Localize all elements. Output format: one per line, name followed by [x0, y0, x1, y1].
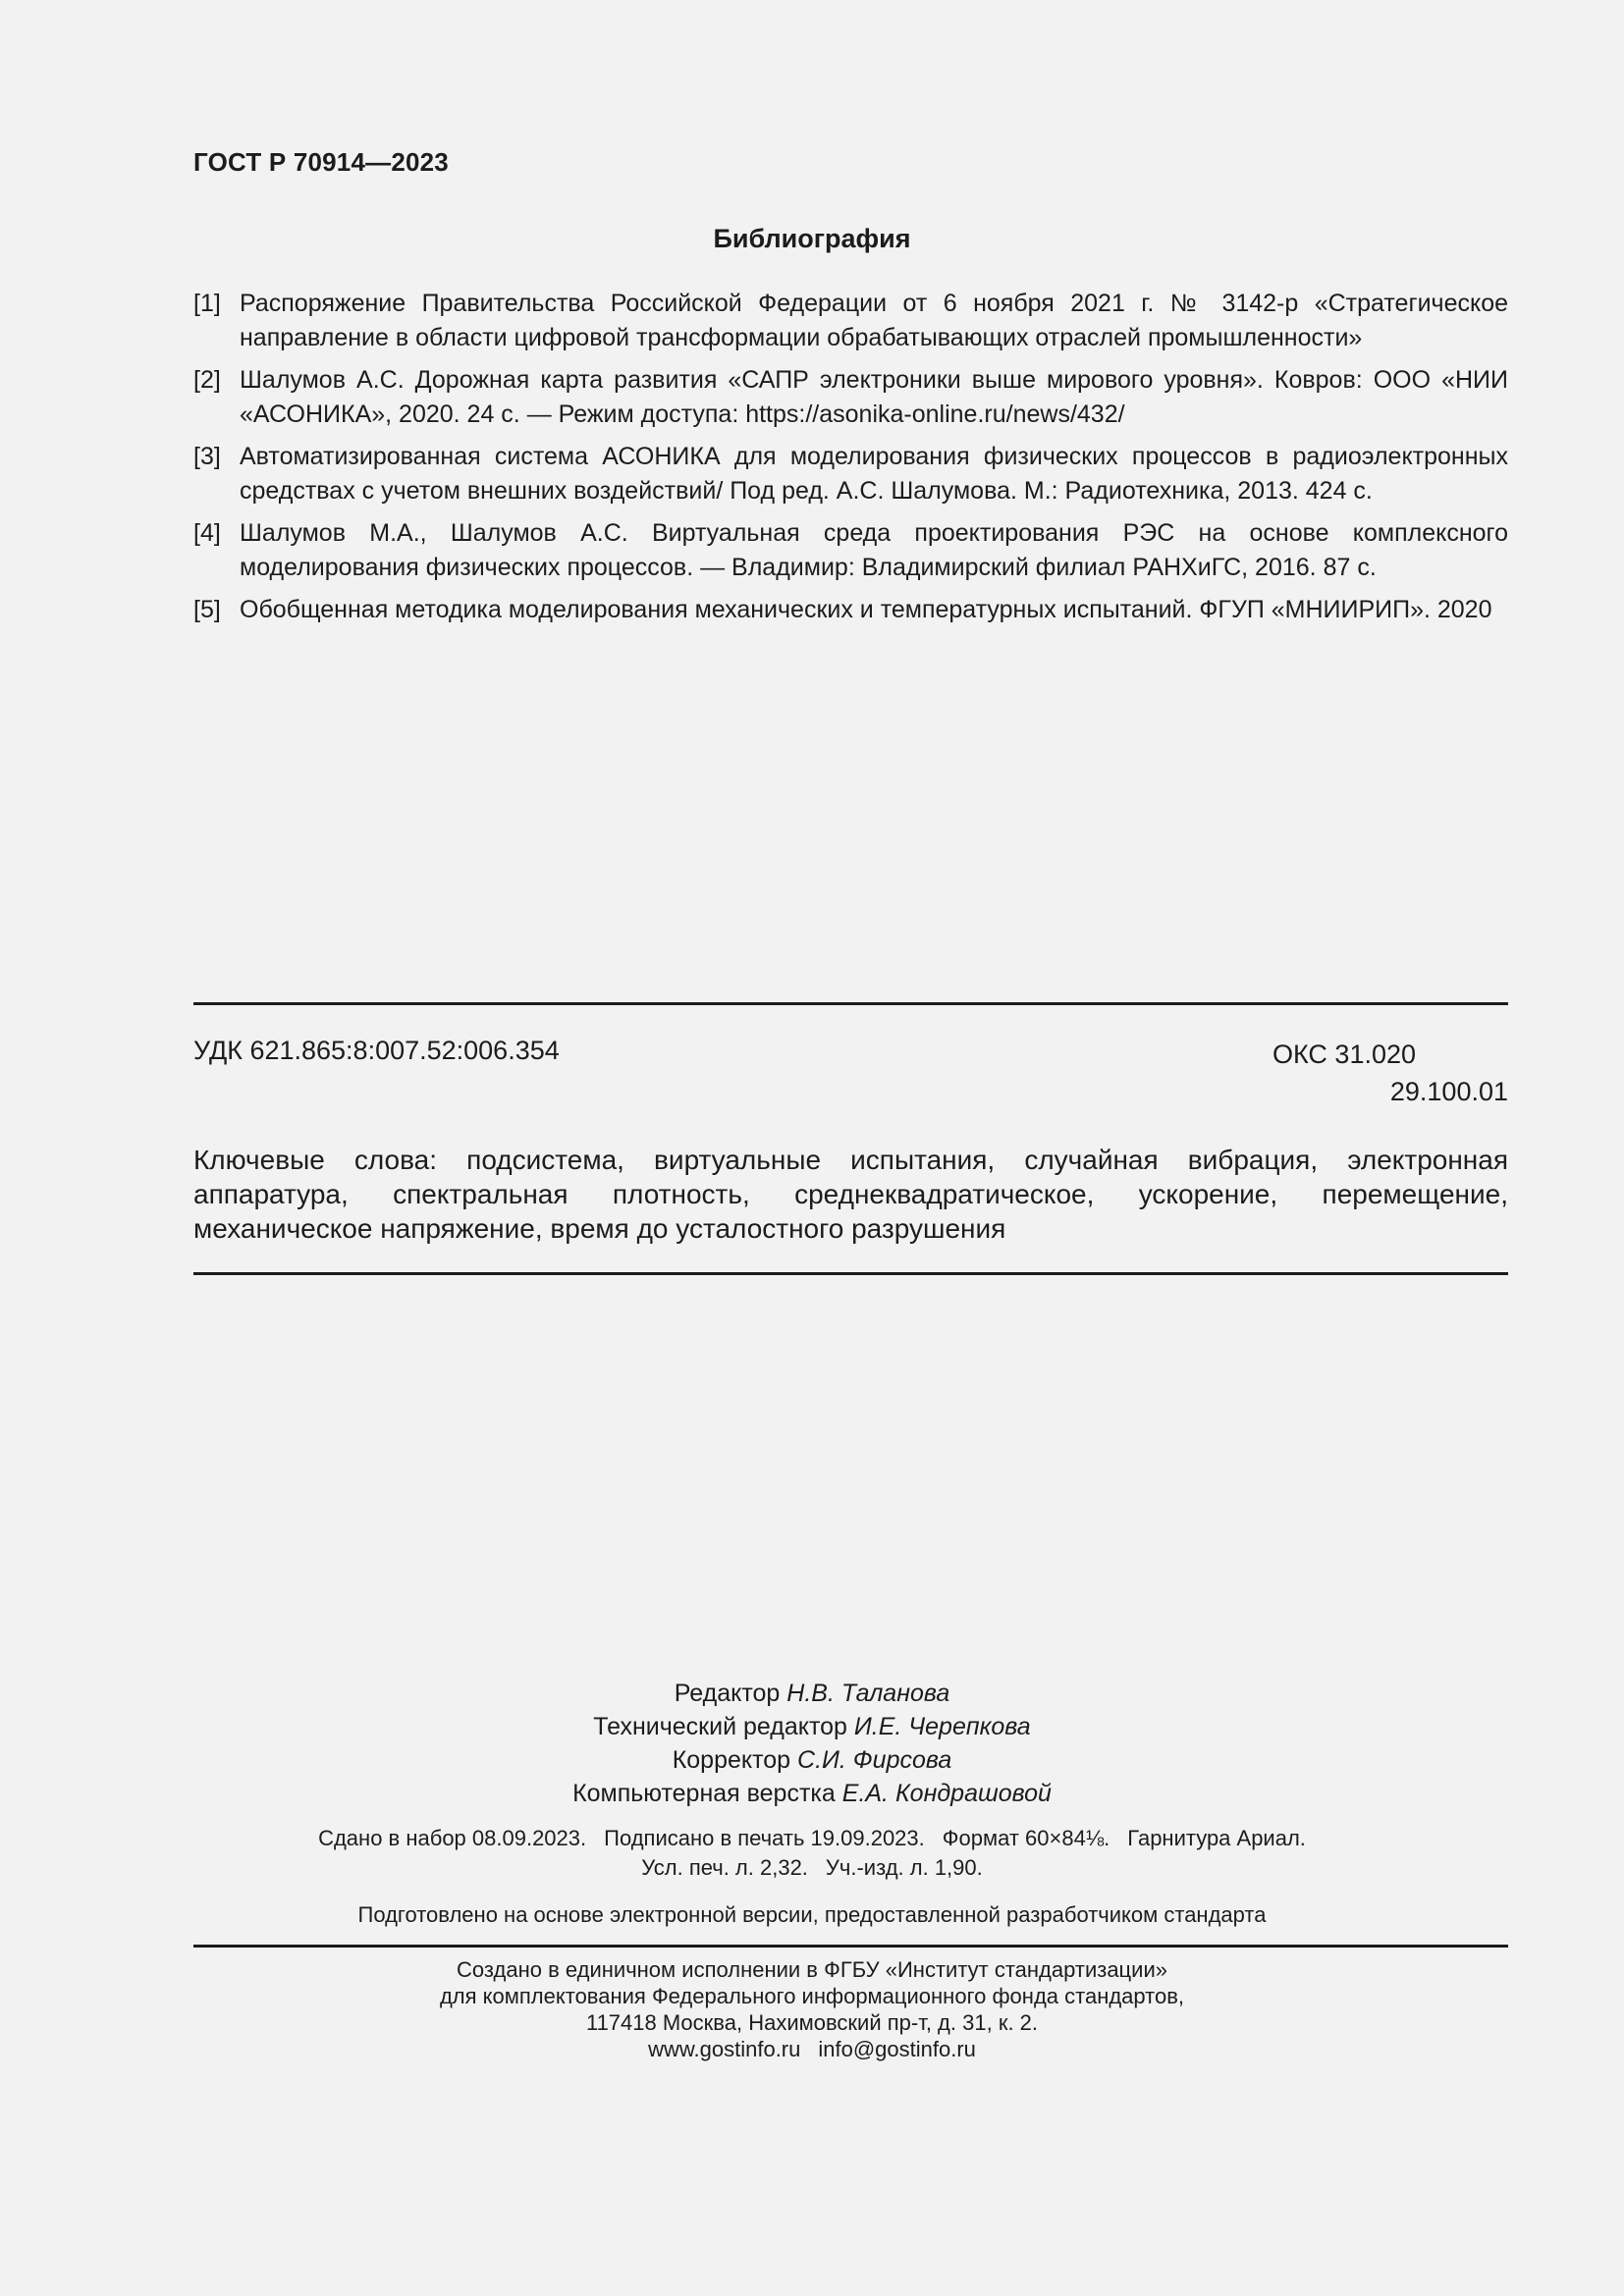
- signed-date: Подписано в печать 19.09.2023.: [604, 1826, 925, 1850]
- bibliography-item-number: [3]: [193, 443, 221, 470]
- credit-proofreader: [0, 1743, 1624, 1777]
- bibliography-item-text: Распоряжение Правительства Российской Федерации от 6 ноября 2021 г. № 3142-р «Стратегическое направление в области цифровой трансформации обрабатывающих отраслей промышленности»: [240, 290, 1508, 351]
- document-code: ГОСТ Р 70914—2023: [193, 147, 449, 177]
- print-sheets: Усл. печ. л. 2,32.: [641, 1855, 808, 1880]
- prepared-note: Подготовлено на основе электронной версии, предоставленной разработчиком стандарта: [357, 1902, 1267, 1927]
- bibliography-item: [193, 516, 1508, 585]
- udk-code: УДК 621.865:8:007.52:006.354: [193, 1036, 560, 1065]
- paper-format: Формат 60×84⅛.: [942, 1826, 1110, 1850]
- keywords: Ключевые слова: подсистема, виртуальные испытания, случайная вибрация, электронная аппаратура, спектральная плотность, среднеквадратическое, ускорение, перемещение, механическое напряжение, время до усталостного разрушения: [193, 1145, 1508, 1244]
- publisher-line: Создано в единичном исполнении в ФГБУ «Институт стандартизации»: [457, 1957, 1167, 1982]
- publisher-address: 117418 Москва, Нахимовский пр-т, д. 31, к. 2.: [585, 2010, 1039, 2035]
- divider-keywords: [193, 1272, 1508, 1275]
- oks-code-primary: ОКС 31.020: [1272, 1040, 1417, 1069]
- credit-name: Е.А. Кондрашовой: [841, 1780, 1052, 1807]
- publication-sheets: Уч.-изд. л. 1,90.: [825, 1855, 983, 1880]
- oks-codes: [1272, 1036, 1508, 1110]
- print-info-line-2: [0, 1853, 1624, 1883]
- bibliography-item-text: Обобщенная методика моделирования механических и температурных испытаний. ФГУП «МНИИРИП». 2020: [240, 596, 1492, 623]
- oks-code-secondary: 29.100.01: [1389, 1077, 1508, 1106]
- publisher-line: для комплектования Федерального информационного фонда стандартов,: [439, 1984, 1185, 2008]
- publisher-contacts: [0, 2036, 1624, 2062]
- bibliography-item-text: Автоматизированная система АСОНИКА для моделирования физических процессов в радиоэлектронных средствах с учетом внешних воздействий/ Под ред. А.С. Шалумова. М.: Радиотехника, 2013. 424 с.: [240, 443, 1508, 505]
- bibliography-list: [193, 287, 1508, 635]
- submitted-date: Сдано в набор 08.09.2023.: [318, 1826, 587, 1850]
- credits-block: [0, 1677, 1624, 1810]
- bibliography-item-number: [4]: [193, 519, 221, 547]
- credit-role: Корректор: [672, 1746, 791, 1774]
- bibliography-item: [193, 363, 1508, 432]
- credit-tech-editor: [0, 1710, 1624, 1743]
- credit-layout: [0, 1777, 1624, 1810]
- credit-editor: [0, 1677, 1624, 1710]
- bibliography-item-text: Шалумов А.С. Дорожная карта развития «САПР электроники выше мирового уровня». Ковров: ООО «НИИ «АСОНИКА», 2020. 24 с. — Режим доступа: https://asonika-online.ru/news/432/: [240, 366, 1508, 428]
- credit-role: Редактор: [674, 1680, 781, 1707]
- divider-top: [193, 1002, 1508, 1005]
- typeface: Гарнитура Ариал.: [1127, 1826, 1306, 1850]
- credit-name: Н.В. Таланова: [786, 1680, 950, 1707]
- bibliography-item: [193, 440, 1508, 508]
- bibliography-item: [193, 593, 1508, 627]
- print-info: [0, 1824, 1624, 1883]
- publisher-email-link[interactable]: info@gostinfo.ru: [818, 2037, 976, 2061]
- credit-role: Компьютерная верстка: [572, 1780, 836, 1807]
- print-info-line-1: [0, 1824, 1624, 1853]
- publisher-block: [0, 1956, 1624, 2062]
- bibliography-item-text: Шалумов М.А., Шалумов А.С. Виртуальная среда проектирования РЭС на основе комплексного моделирования физических процессов. — Владимир: Владимирский филиал РАНХиГС, 2016. 87 с.: [240, 519, 1508, 581]
- divider-bottom: [193, 1945, 1508, 1948]
- bibliography-item-number: [5]: [193, 596, 221, 623]
- bibliography-item-number: [1]: [193, 290, 221, 317]
- credit-role: Технический редактор: [593, 1713, 847, 1740]
- credit-name: И.Е. Черепкова: [853, 1713, 1031, 1740]
- credit-name: С.И. Фирсова: [797, 1746, 952, 1774]
- publisher-website-link[interactable]: www.gostinfo.ru: [648, 2037, 801, 2061]
- bibliography-item: [193, 287, 1508, 355]
- bibliography-title: Библиография: [713, 224, 911, 253]
- bibliography-item-number: [2]: [193, 366, 221, 394]
